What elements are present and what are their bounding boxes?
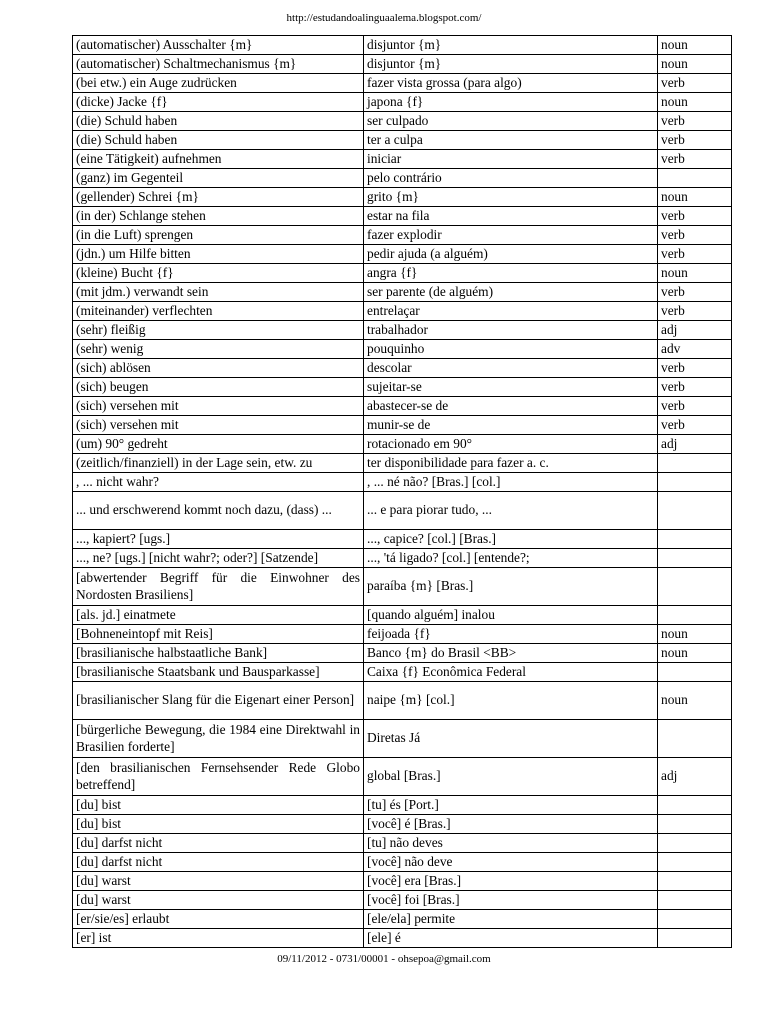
portuguese-term-cell: ... e para piorar tudo, ... <box>364 492 658 530</box>
part-of-speech-cell: verb <box>658 378 732 397</box>
part-of-speech-cell: verb <box>658 283 732 302</box>
part-of-speech-cell: noun <box>658 625 732 644</box>
table-row <box>73 473 732 492</box>
part-of-speech-cell: adj <box>658 758 732 796</box>
table-row <box>73 929 732 948</box>
table-row <box>73 112 732 131</box>
table-row <box>73 834 732 853</box>
german-term-cell: (miteinander) verflechten <box>73 302 364 321</box>
part-of-speech-cell: verb <box>658 74 732 93</box>
table-row <box>73 302 732 321</box>
german-term-cell: [du] darfst nicht <box>73 853 364 872</box>
portuguese-term-cell: japona {f} <box>364 93 658 112</box>
table-row <box>73 264 732 283</box>
portuguese-term-cell: [você] é [Bras.] <box>364 815 658 834</box>
part-of-speech-cell <box>658 815 732 834</box>
portuguese-term-cell: [ele/ela] permite <box>364 910 658 929</box>
portuguese-term-cell: disjuntor {m} <box>364 55 658 74</box>
german-term-cell: [bürgerliche Bewegung, die 1984 eine Direktwahl in Brasilien forderte] <box>73 720 364 758</box>
table-row <box>73 606 732 625</box>
german-term-cell: (die) Schuld haben <box>73 112 364 131</box>
part-of-speech-cell: noun <box>658 682 732 720</box>
part-of-speech-cell <box>658 910 732 929</box>
part-of-speech-cell: noun <box>658 36 732 55</box>
german-term-cell: [brasilianischer Slang für die Eigenart einer Person] <box>73 682 364 720</box>
german-term-cell: [du] warst <box>73 872 364 891</box>
table-row <box>73 492 732 530</box>
table-row <box>73 644 732 663</box>
table-row <box>73 416 732 435</box>
portuguese-term-cell: grito {m} <box>364 188 658 207</box>
table-row <box>73 378 732 397</box>
part-of-speech-cell <box>658 473 732 492</box>
part-of-speech-cell: adj <box>658 435 732 454</box>
table-row <box>73 663 732 682</box>
table-row <box>73 435 732 454</box>
portuguese-term-cell: Diretas Já <box>364 720 658 758</box>
german-term-cell: (dicke) Jacke {f} <box>73 93 364 112</box>
part-of-speech-cell: verb <box>658 131 732 150</box>
part-of-speech-cell <box>658 568 732 606</box>
part-of-speech-cell: noun <box>658 55 732 74</box>
portuguese-term-cell: pelo contrário <box>364 169 658 188</box>
table-row <box>73 891 732 910</box>
portuguese-term-cell: naipe {m} [col.] <box>364 682 658 720</box>
portuguese-term-cell: global [Bras.] <box>364 758 658 796</box>
portuguese-term-cell: ser parente (de alguém) <box>364 283 658 302</box>
portuguese-term-cell: descolar <box>364 359 658 378</box>
german-term-cell: [abwertender Begriff für die Einwohner des Nordosten Brasiliens] <box>73 568 364 606</box>
german-term-cell: [du] bist <box>73 815 364 834</box>
portuguese-term-cell: fazer explodir <box>364 226 658 245</box>
german-term-cell: [den brasilianischen Fernsehsender Rede Globo betreffend] <box>73 758 364 796</box>
german-term-cell: (mit jdm.) verwandt sein <box>73 283 364 302</box>
part-of-speech-cell <box>658 169 732 188</box>
german-term-cell: [du] bist <box>73 796 364 815</box>
german-term-cell: (sich) versehen mit <box>73 416 364 435</box>
german-term-cell: (sich) ablösen <box>73 359 364 378</box>
german-term-cell: [er] ist <box>73 929 364 948</box>
german-term-cell: (in der) Schlange stehen <box>73 207 364 226</box>
table-row <box>73 796 732 815</box>
portuguese-term-cell: ser culpado <box>364 112 658 131</box>
portuguese-term-cell: ..., capice? [col.] [Bras.] <box>364 530 658 549</box>
table-row <box>73 93 732 112</box>
portuguese-term-cell: sujeitar-se <box>364 378 658 397</box>
part-of-speech-cell <box>658 720 732 758</box>
table-row <box>73 682 732 720</box>
portuguese-term-cell: , ... né não? [Bras.] [col.] <box>364 473 658 492</box>
table-row <box>73 150 732 169</box>
portuguese-term-cell: [você] foi [Bras.] <box>364 891 658 910</box>
part-of-speech-cell: verb <box>658 207 732 226</box>
table-row <box>73 188 732 207</box>
part-of-speech-cell <box>658 663 732 682</box>
part-of-speech-cell: verb <box>658 416 732 435</box>
part-of-speech-cell <box>658 891 732 910</box>
german-term-cell: (sich) versehen mit <box>73 397 364 416</box>
german-term-cell: (ganz) im Gegenteil <box>73 169 364 188</box>
german-term-cell: (sehr) fleißig <box>73 321 364 340</box>
portuguese-term-cell: pedir ajuda (a alguém) <box>364 245 658 264</box>
portuguese-term-cell: estar na fila <box>364 207 658 226</box>
part-of-speech-cell: noun <box>658 93 732 112</box>
part-of-speech-cell: verb <box>658 245 732 264</box>
table-row <box>73 397 732 416</box>
table-row <box>73 625 732 644</box>
german-term-cell: (gellender) Schrei {m} <box>73 188 364 207</box>
german-term-cell: (automatischer) Ausschalter {m} <box>73 36 364 55</box>
portuguese-term-cell: [quando alguém] inalou <box>364 606 658 625</box>
german-term-cell: (eine Tätigkeit) aufnehmen <box>73 150 364 169</box>
part-of-speech-cell: verb <box>658 359 732 378</box>
table-row <box>73 454 732 473</box>
portuguese-term-cell: fazer vista grossa (para algo) <box>364 74 658 93</box>
german-term-cell: ... und erschwerend kommt noch dazu, (dass) ... <box>73 492 364 530</box>
portuguese-term-cell: trabalhador <box>364 321 658 340</box>
portuguese-term-cell: [você] não deve <box>364 853 658 872</box>
part-of-speech-cell <box>658 929 732 948</box>
part-of-speech-cell <box>658 796 732 815</box>
portuguese-term-cell: entrelaçar <box>364 302 658 321</box>
part-of-speech-cell: adv <box>658 340 732 359</box>
german-term-cell: (in die Luft) sprengen <box>73 226 364 245</box>
german-term-cell: (zeitlich/finanziell) in der Lage sein, etw. zu <box>73 454 364 473</box>
portuguese-term-cell: [você] era [Bras.] <box>364 872 658 891</box>
part-of-speech-cell: verb <box>658 302 732 321</box>
part-of-speech-cell <box>658 530 732 549</box>
part-of-speech-cell: adj <box>658 321 732 340</box>
german-term-cell: (sehr) wenig <box>73 340 364 359</box>
german-term-cell: [du] warst <box>73 891 364 910</box>
table-row <box>73 815 732 834</box>
table-row <box>73 359 732 378</box>
part-of-speech-cell <box>658 606 732 625</box>
german-term-cell: (jdn.) um Hilfe bitten <box>73 245 364 264</box>
part-of-speech-cell <box>658 872 732 891</box>
table-row <box>73 853 732 872</box>
table-row <box>73 207 732 226</box>
table-row <box>73 872 732 891</box>
table-row <box>73 55 732 74</box>
part-of-speech-cell <box>658 492 732 530</box>
portuguese-term-cell: ..., 'tá ligado? [col.] [entende?; <box>364 549 658 568</box>
table-row <box>73 36 732 55</box>
part-of-speech-cell: noun <box>658 188 732 207</box>
portuguese-term-cell: Banco {m} do Brasil <BB> <box>364 644 658 663</box>
part-of-speech-cell <box>658 549 732 568</box>
table-row <box>73 549 732 568</box>
table-row <box>73 340 732 359</box>
german-term-cell: [du] darfst nicht <box>73 834 364 853</box>
part-of-speech-cell: verb <box>658 150 732 169</box>
table-row <box>73 283 732 302</box>
part-of-speech-cell <box>658 853 732 872</box>
german-term-cell: (kleine) Bucht {f} <box>73 264 364 283</box>
part-of-speech-cell: noun <box>658 264 732 283</box>
table-row <box>73 720 732 758</box>
german-term-cell: ..., kapiert? [ugs.] <box>73 530 364 549</box>
german-term-cell: ..., ne? [ugs.] [nicht wahr?; oder?] [Satzende] <box>73 549 364 568</box>
table-row <box>73 169 732 188</box>
portuguese-term-cell: disjuntor {m} <box>364 36 658 55</box>
table-row <box>73 530 732 549</box>
part-of-speech-cell: noun <box>658 644 732 663</box>
table-row <box>73 245 732 264</box>
portuguese-term-cell: angra {f} <box>364 264 658 283</box>
header-url: http://estudandoalinguaalema.blogspot.com/ <box>286 12 482 24</box>
german-term-cell: (die) Schuld haben <box>73 131 364 150</box>
part-of-speech-cell <box>658 834 732 853</box>
german-term-cell: (sich) beugen <box>73 378 364 397</box>
part-of-speech-cell: verb <box>658 397 732 416</box>
table-row <box>73 568 732 606</box>
portuguese-term-cell: ter disponibilidade para fazer a. c. <box>364 454 658 473</box>
german-term-cell: (bei etw.) ein Auge zudrücken <box>73 74 364 93</box>
part-of-speech-cell: verb <box>658 226 732 245</box>
portuguese-term-cell: [tu] és [Port.] <box>364 796 658 815</box>
part-of-speech-cell <box>658 454 732 473</box>
portuguese-term-cell: rotacionado em 90° <box>364 435 658 454</box>
portuguese-term-cell: abastecer-se de <box>364 397 658 416</box>
german-term-cell: [brasilianische Staatsbank und Bausparkasse] <box>73 663 364 682</box>
portuguese-term-cell: paraíba {m} [Bras.] <box>364 568 658 606</box>
part-of-speech-cell: verb <box>658 112 732 131</box>
table-row <box>73 131 732 150</box>
portuguese-term-cell: munir-se de <box>364 416 658 435</box>
footer-text: 09/11/2012 - 0731/00001 - ohsepoa@gmail.com <box>277 953 491 965</box>
portuguese-term-cell: pouquinho <box>364 340 658 359</box>
german-term-cell: (automatischer) Schaltmechanismus {m} <box>73 55 364 74</box>
german-term-cell: , ... nicht wahr? <box>73 473 364 492</box>
german-term-cell: [Bohneneintopf mit Reis] <box>73 625 364 644</box>
german-term-cell: [er/sie/es] erlaubt <box>73 910 364 929</box>
vocabulary-table <box>72 35 732 948</box>
table-row <box>73 74 732 93</box>
vocabulary-table-body <box>73 36 732 948</box>
table-row <box>73 758 732 796</box>
portuguese-term-cell: feijoada {f} <box>364 625 658 644</box>
german-term-cell: (um) 90° gedreht <box>73 435 364 454</box>
german-term-cell: [als. jd.] einatmete <box>73 606 364 625</box>
portuguese-term-cell: [ele] é <box>364 929 658 948</box>
table-row <box>73 321 732 340</box>
portuguese-term-cell: iniciar <box>364 150 658 169</box>
portuguese-term-cell: Caixa {f} Econômica Federal <box>364 663 658 682</box>
german-term-cell: [brasilianische halbstaatliche Bank] <box>73 644 364 663</box>
portuguese-term-cell: [tu] não deves <box>364 834 658 853</box>
table-row <box>73 910 732 929</box>
table-row <box>73 226 732 245</box>
portuguese-term-cell: ter a culpa <box>364 131 658 150</box>
